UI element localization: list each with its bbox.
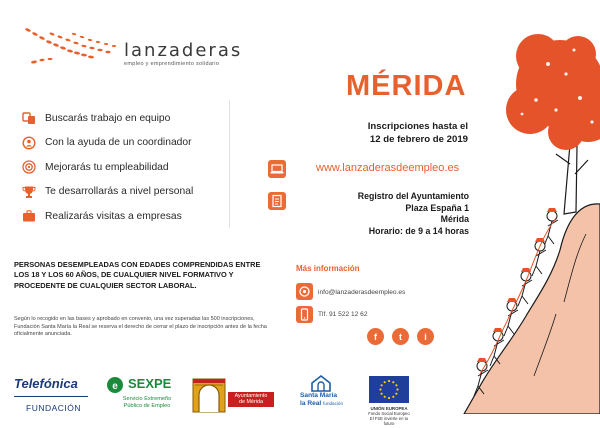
benefits-list	[22, 106, 227, 229]
laptop-icon	[268, 160, 286, 178]
sexpe-subtitle-line1: Servicio Extremeño	[122, 396, 172, 402]
address-hours: Horario: de 9 a 14 horas	[368, 225, 469, 236]
ayuntamiento-line2: de Mérida	[239, 399, 263, 406]
city-title: MÉRIDA	[346, 70, 467, 102]
terms-note: Según lo recogido en las bases y aprobado en convenio, una vez superadas las 500 inscripciones, Fundación Santa María la Real se reserva el derecho de cerrar el plazo de inscripción antes de la fecha oficialmente anunciada.	[14, 316, 267, 338]
benefit-label: Mejorarás tu empleabilidad	[45, 161, 169, 173]
santa-maria-line1: Santa María	[300, 392, 338, 399]
ayuntamiento-merida-logo	[228, 392, 274, 407]
team-icon	[22, 111, 36, 125]
ayuntamiento-line1: Ayuntamiento	[234, 393, 268, 399]
deadline-line1: Inscripciones hasta el	[367, 121, 468, 132]
eu-caption	[366, 406, 412, 426]
telefonica-rule	[14, 396, 88, 397]
website-link[interactable]: www.lanzaderasdeempleo.es	[316, 162, 460, 174]
santa-maria-logo	[300, 392, 343, 408]
benefit-item	[22, 155, 227, 180]
coordinator-icon	[22, 136, 36, 150]
santa-maria-line2: la Real	[300, 400, 322, 407]
eligibility-text: PERSONAS DESEMPLEADAS CON EDADES COMPRENDIDAS ENTRE LOS 18 Y LOS 60 AÑOS, DE CUALQUIER NIVEL FORMATIVO Y PROCEDENTE DE CUALQUIER SECTOR LABORAL.	[14, 260, 261, 290]
sexpe-subtitle-line2: Público de Empleo	[123, 403, 171, 409]
deadline-line2: 12 de febrero de 2019	[369, 134, 468, 145]
trophy-icon	[22, 185, 36, 199]
address-line1: Registro del Ayuntamiento	[357, 191, 469, 201]
contact-email[interactable]: info@lanzaderasdeempleo.es	[318, 289, 406, 296]
benefit-label: Con la ayuda de un coordinador	[45, 137, 192, 149]
santa-maria-fundacion: fundación	[323, 401, 344, 406]
sexpe-logo-mark	[104, 376, 126, 394]
lanzaderas-logo-dots	[22, 20, 122, 68]
registration-deadline	[333, 120, 468, 146]
email-icon	[296, 283, 313, 300]
benefit-item	[22, 131, 227, 156]
svg-text:e: e	[112, 381, 118, 392]
santa-maria-logo-mark	[310, 374, 332, 392]
twitter-icon[interactable]: t	[392, 328, 409, 345]
benefit-item	[22, 204, 227, 229]
benefit-label: Te desarrollarás a nivel personal	[45, 186, 194, 198]
merida-arch-icon	[192, 375, 226, 413]
telefonica-logo: Telefónica	[14, 376, 78, 391]
benefit-item	[22, 106, 227, 131]
telefonica-fundacion: FUNDACIÓN	[26, 403, 82, 413]
target-icon	[22, 160, 36, 174]
eu-flag	[369, 376, 409, 403]
benefit-label: Buscarás trabajo en equipo	[45, 112, 171, 124]
address-line3: Mérida	[440, 214, 469, 225]
sexpe-subtitle	[107, 396, 187, 410]
benefit-item	[22, 180, 227, 205]
brand-name: lanzaderas	[124, 40, 243, 61]
briefcase-icon	[22, 209, 36, 223]
eu-caption-line1: UNIÓN EUROPEA	[370, 406, 408, 411]
phone-icon	[296, 306, 313, 323]
benefit-label: Realizarás visitas a empresas	[45, 210, 182, 222]
brand-tagline: empleo y emprendimiento solidario	[124, 61, 220, 67]
facebook-icon[interactable]: f	[367, 328, 384, 345]
eu-caption-line2: Fondo Social Europeo	[368, 411, 410, 416]
eu-caption-line3: El FSE invierte en tu futuro	[369, 416, 409, 426]
climbing-illustration	[456, 14, 600, 414]
address-line2: Plaza España 1	[405, 202, 469, 213]
divider	[229, 100, 230, 228]
registration-address	[326, 191, 469, 237]
more-info-title: Más información	[296, 264, 360, 273]
contact-phone[interactable]: Tlf. 91 522 12 62	[318, 311, 368, 318]
form-icon	[268, 192, 286, 210]
instagram-icon[interactable]: i	[417, 328, 434, 345]
sexpe-logo: SEXPE	[128, 376, 172, 391]
